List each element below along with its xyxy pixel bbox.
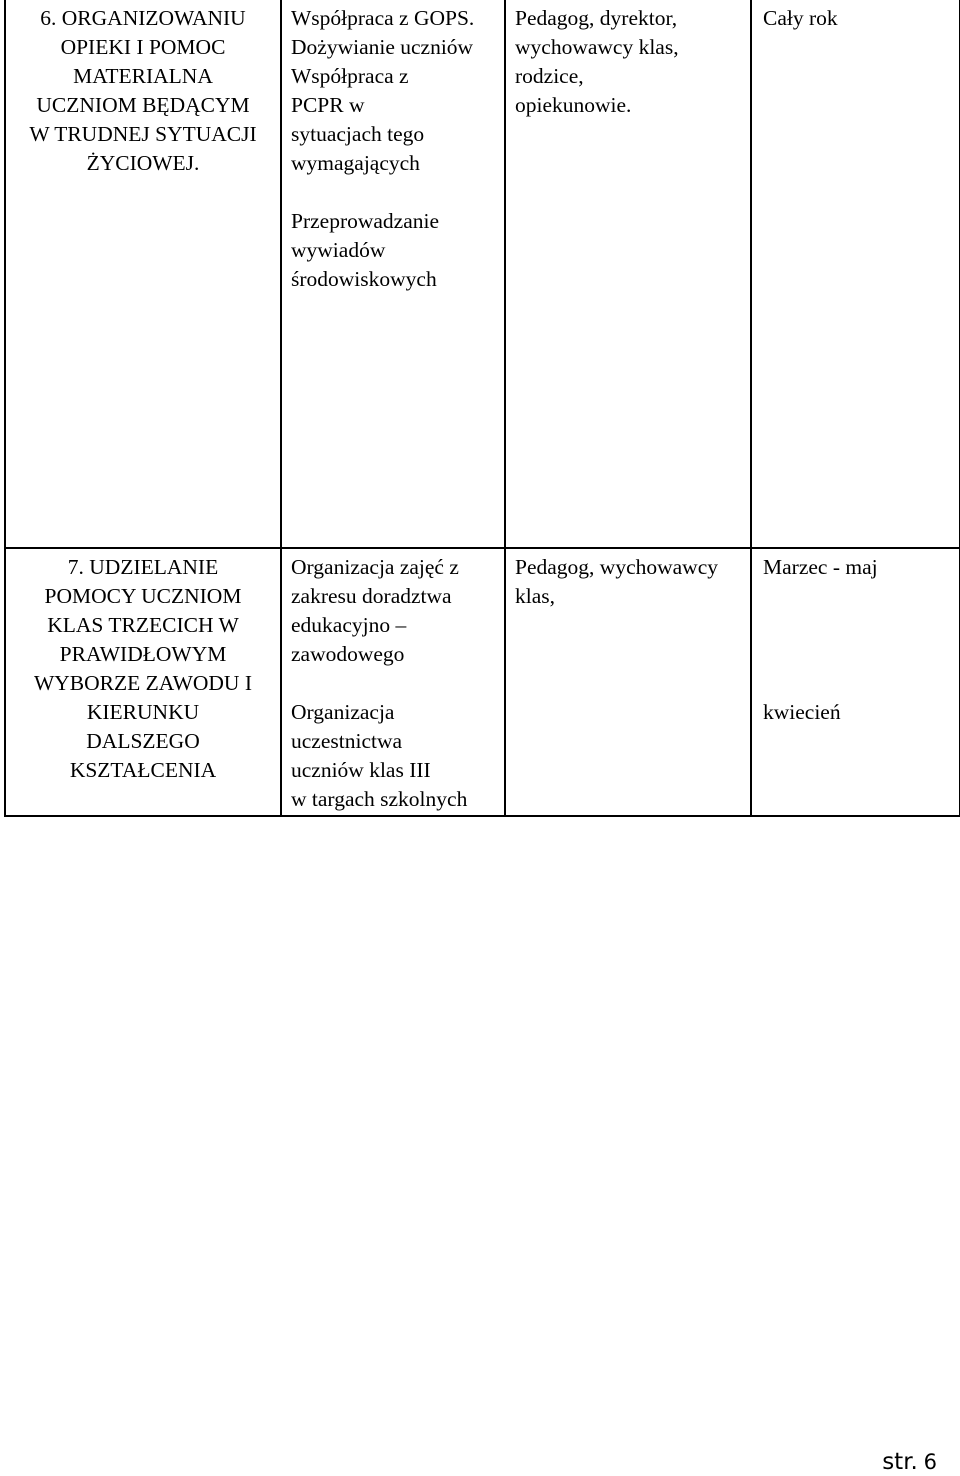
task-paragraph bbox=[291, 62, 496, 178]
area-line: PRAWIDŁOWYM bbox=[59, 642, 227, 666]
tasks-cell-7 bbox=[281, 548, 505, 816]
task-line: Współpraca z GOPS. bbox=[291, 6, 475, 30]
responsible-line: klas, bbox=[515, 584, 556, 608]
responsible-line: Pedagog, dyrektor, bbox=[515, 6, 678, 30]
task-line: Przeprowadzanie bbox=[291, 209, 440, 233]
table-row-7 bbox=[5, 548, 960, 816]
page-number bbox=[882, 1448, 937, 1476]
area-line: KSZTAŁCENIA bbox=[69, 758, 217, 782]
task-line: uczestnictwa bbox=[291, 729, 403, 753]
task-paragraph bbox=[291, 4, 496, 33]
task-line: wywiadów bbox=[291, 238, 386, 262]
area-line: POMOCY UCZNIOM bbox=[44, 584, 242, 608]
area-line: 6. ORGANIZOWANIU bbox=[40, 6, 246, 30]
table-row-6 bbox=[5, 0, 960, 548]
time-cell-6 bbox=[751, 0, 960, 548]
task-line: zakresu doradztwa bbox=[291, 584, 452, 608]
responsible-cell-7 bbox=[505, 548, 751, 816]
task-paragraph bbox=[291, 698, 496, 814]
task-paragraph bbox=[291, 553, 496, 669]
area-line: UCZNIOM BĘDĄCYM bbox=[36, 93, 250, 117]
area-line: W TRUDNEJ SYTUACJI bbox=[29, 122, 257, 146]
area-line: DALSZEGO bbox=[86, 729, 200, 753]
time-cell-7 bbox=[751, 548, 960, 816]
task-line: sytuacjach tego bbox=[291, 122, 425, 146]
responsible-line: Pedagog, wychowawcy bbox=[515, 555, 719, 579]
task-paragraph bbox=[291, 33, 496, 62]
area-line: MATERIALNA bbox=[73, 64, 213, 88]
page-number-prefix: str. bbox=[882, 1449, 918, 1475]
time-line: Marzec - maj bbox=[763, 555, 878, 579]
responsible-line: opiekunowie. bbox=[515, 93, 632, 117]
page-number-value: 6 bbox=[923, 1450, 937, 1474]
task-line: środowiskowych bbox=[291, 267, 437, 291]
area-line: OPIEKI I POMOC bbox=[60, 35, 226, 59]
tasks-cell-6 bbox=[281, 0, 505, 548]
task-line: uczniów klas III bbox=[291, 758, 431, 782]
task-line: Dożywianie uczniów bbox=[291, 35, 474, 59]
task-line: zawodowego bbox=[291, 642, 405, 666]
task-line: Organizacja zajęć z bbox=[291, 555, 459, 579]
task-line: wymagających bbox=[291, 151, 420, 175]
area-line: WYBORZE ZAWODU I bbox=[33, 671, 252, 695]
responsible-cell-6 bbox=[505, 0, 751, 548]
time-line: Cały rok bbox=[763, 6, 838, 30]
area-cell-6 bbox=[5, 0, 281, 548]
area-line: ŻYCIOWEJ. bbox=[86, 151, 200, 175]
task-line: edukacyjno – bbox=[291, 613, 407, 637]
task-line: PCPR w bbox=[291, 93, 365, 117]
time-line: kwiecień bbox=[763, 700, 841, 724]
plan-table bbox=[4, 0, 960, 817]
responsible-line: wychowawcy klas, bbox=[515, 35, 679, 59]
task-paragraph bbox=[291, 207, 496, 294]
task-line: w targach szkolnych bbox=[291, 787, 468, 811]
area-line: 7. UDZIELANIE bbox=[67, 555, 219, 579]
task-line: Organizacja bbox=[291, 700, 395, 724]
area-line: KLAS TRZECICH W bbox=[47, 613, 239, 637]
responsible-line: rodzice, bbox=[515, 64, 584, 88]
area-cell-7 bbox=[5, 548, 281, 816]
area-line: KIERUNKU bbox=[86, 700, 200, 724]
task-line: Współpraca z bbox=[291, 64, 409, 88]
